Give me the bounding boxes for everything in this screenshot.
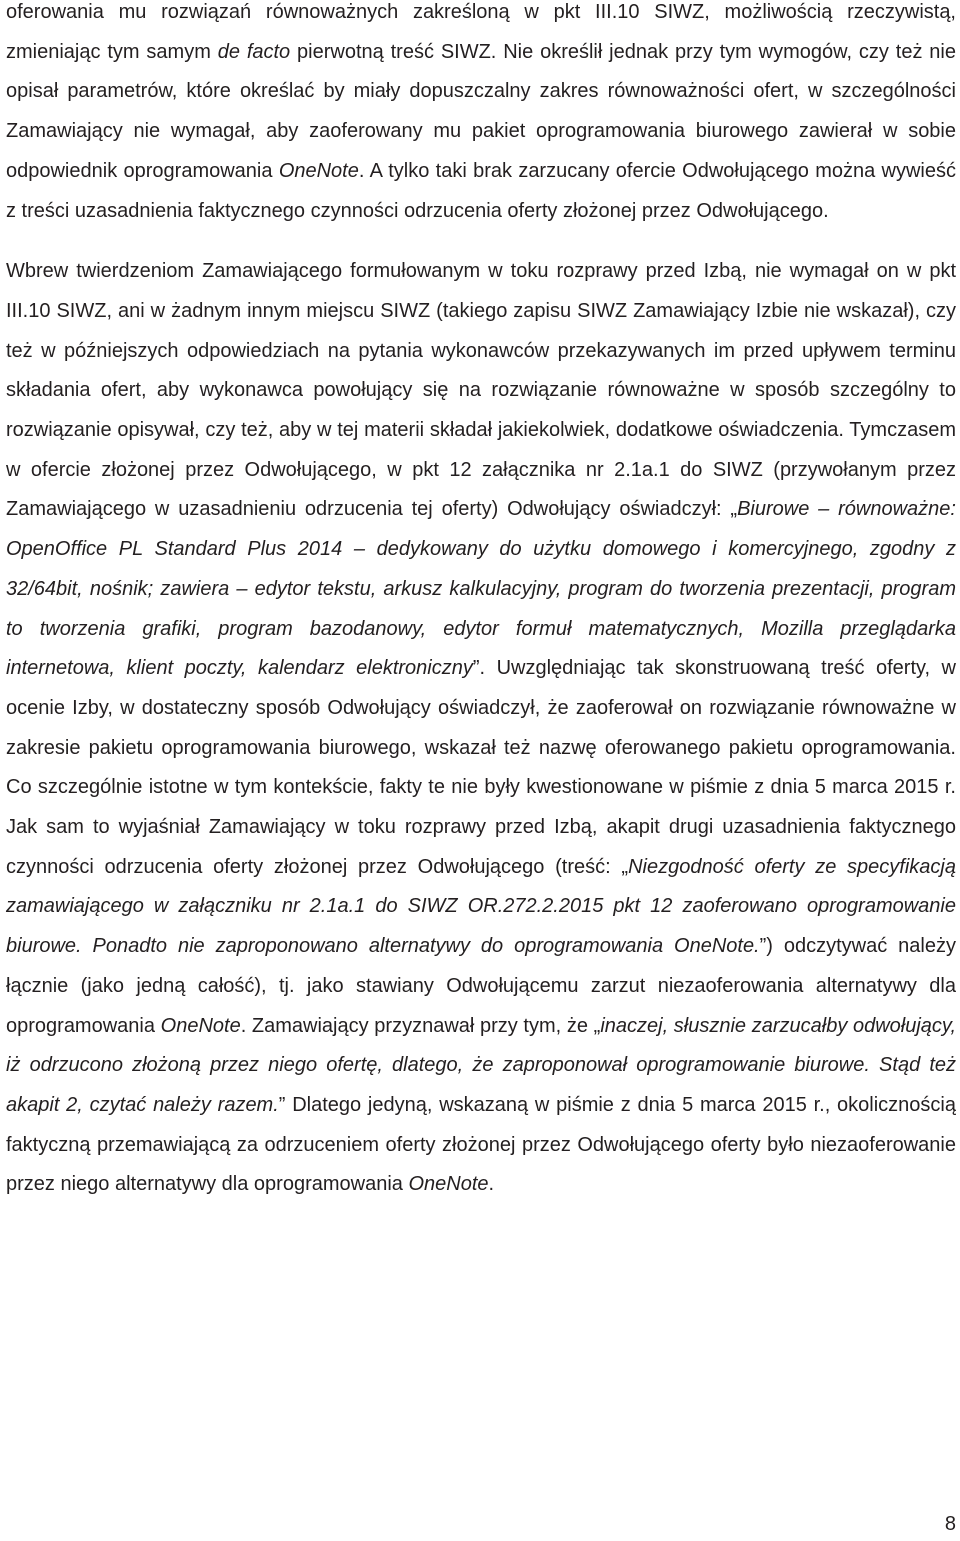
paragraph-2-text-6: . [488,1173,495,1196]
paragraph-2-text-2: ”. Uwzględniając tak skonstruowaną treść oferty, w ocenie Izby, w dostateczny sposób Odwołujący oświadczył, że zaoferował on rozwiązanie równoważne w zakresie pakietu oprogramowania biurowego, wskazał też nazwę oferowanego pakietu oprogramowania. Co szczególnie istotne w tym kontekście, fakty te nie były kwestionowane w piśmie z dnia 5 marca 2015 r. Jak sam to wyjaśniał Zamawiający w toku rozprawy przed Izbą, akapit drugi uzasadnienia faktycznego czynności odrzucenia oferty złożonej przez Odwołującego (treść: „ [6,657,956,878]
paragraph-2-text-1: Wbrew twierdzeniom Zamawiającego formułowanym w toku rozprawy przed Izbą, nie wymagał on w pkt III.10 SIWZ, ani w żadnym innym miejscu SIWZ (takiego zapisu SIWZ Zamawiający Izbie nie wskazał), czy też w późniejszych odpowiedziach na pytania wykonawców przekazywanych im przed upływem terminu składania ofert, aby wykonawca powołujący się na rozwiązanie równoważne w sposób szczególny to rozwiązanie opisywał, czy też, aby w tej materii składał jakiekolwiek, dodatkowe oświadczenia. Tymczasem w ofercie złożonej przez Odwołującego, w pkt 12 załącznika nr 2.1a.1 do SIWZ (przywołanym przez Zamawiającego w uzasadnieniu odrzucenia tej oferty) Odwołujący oświadczył: „ [6,260,956,521]
document-page [6,0,956,1205]
paragraph-1-text-2: pierwotną treść SIWZ. Nie określił jednak przy tym wymogów, czy też nie opisał parametrów, które określać by miały dopuszczalny zakres równoważności ofert, w szczególności Zamawiający nie wymagał, aby zaoferowany mu pakiet oprogramowania biurowego zawierał w sobie odpowiednik oprogramowania [6,40,956,182]
paragraph-1-text-3: . A tylko taki brak zarzucany ofercie Odwołującego można wywieść z treści uzasadnienia faktycznego czynności odrzucenia oferty złożonej przez Odwołującego. [6,159,957,222]
paragraph-1-italic-1: de facto [217,40,291,63]
paragraph-2-italic-1: Biurowe – równoważne: OpenOffice PL Standard Plus 2014 – dedykowany do użytku domowego i komercyjnego, zgodny z 32/64bit, nośnik; zawiera – edytor tekstu, arkusz kalkulacyjny, program do tworzenia prezentacji, program to tworzenia grafiki, program bazodanowy, edytor formuł matematycznych, Mozilla przeglądarka internetowa, klient poczty, kalendarz elektroniczny [6,498,956,680]
paragraph-2-text-5: ” Dlatego jedyną, wskazaną w piśmie z dnia 5 marca 2015 r., okolicznością faktyczną przemawiającą za odrzuceniem oferty złożonej przez Odwołującego oferty było niezaoferowanie przez niego alternatywy dla oprogramowania [6,1093,956,1196]
paragraph-2-italic-5: OneNote [408,1173,489,1196]
paragraph-1 [6,0,956,231]
paragraph-1-italic-2: OneNote [278,159,359,182]
page-number: 8 [944,1513,956,1535]
paragraph-2-text-3: ”) odczytywać należy łącznie (jako jedną całość), tj. jako stawiany Odwołującemu zarzut niezaoferowania alternatywy dla oprogramowania [6,935,956,1037]
paragraph-2-text-4: . Zamawiający przyznawał przy tym, że „ [240,1014,601,1037]
paragraph-2 [6,252,956,1205]
paragraph-2-italic-3: OneNote [160,1014,241,1037]
paragraph-2-italic-2: Niezgodność oferty ze specyfikacją zamawiającego w załączniku nr 2.1a.1 do SIWZ OR.272.2.2015 pkt 12 zaoferowano oprogramowanie biurowe. Ponadto nie zaproponowano alternatywy do oprogramowania OneNote. [6,855,956,958]
paragraph-1-text-1: oferowania mu rozwiązań równoważnych zakreśloną w pkt III.10 SIWZ, możliwością rzeczywistą, zmieniając tym samym [6,1,956,63]
paragraph-2-italic-4: inaczej, słusznie zarzucałby odwołujący, iż odrzucono złożoną przez niego ofertę, dlatego, że zaproponował oprogramowanie biurowe. Stąd też akapit 2, czytać należy razem. [6,1014,956,1116]
